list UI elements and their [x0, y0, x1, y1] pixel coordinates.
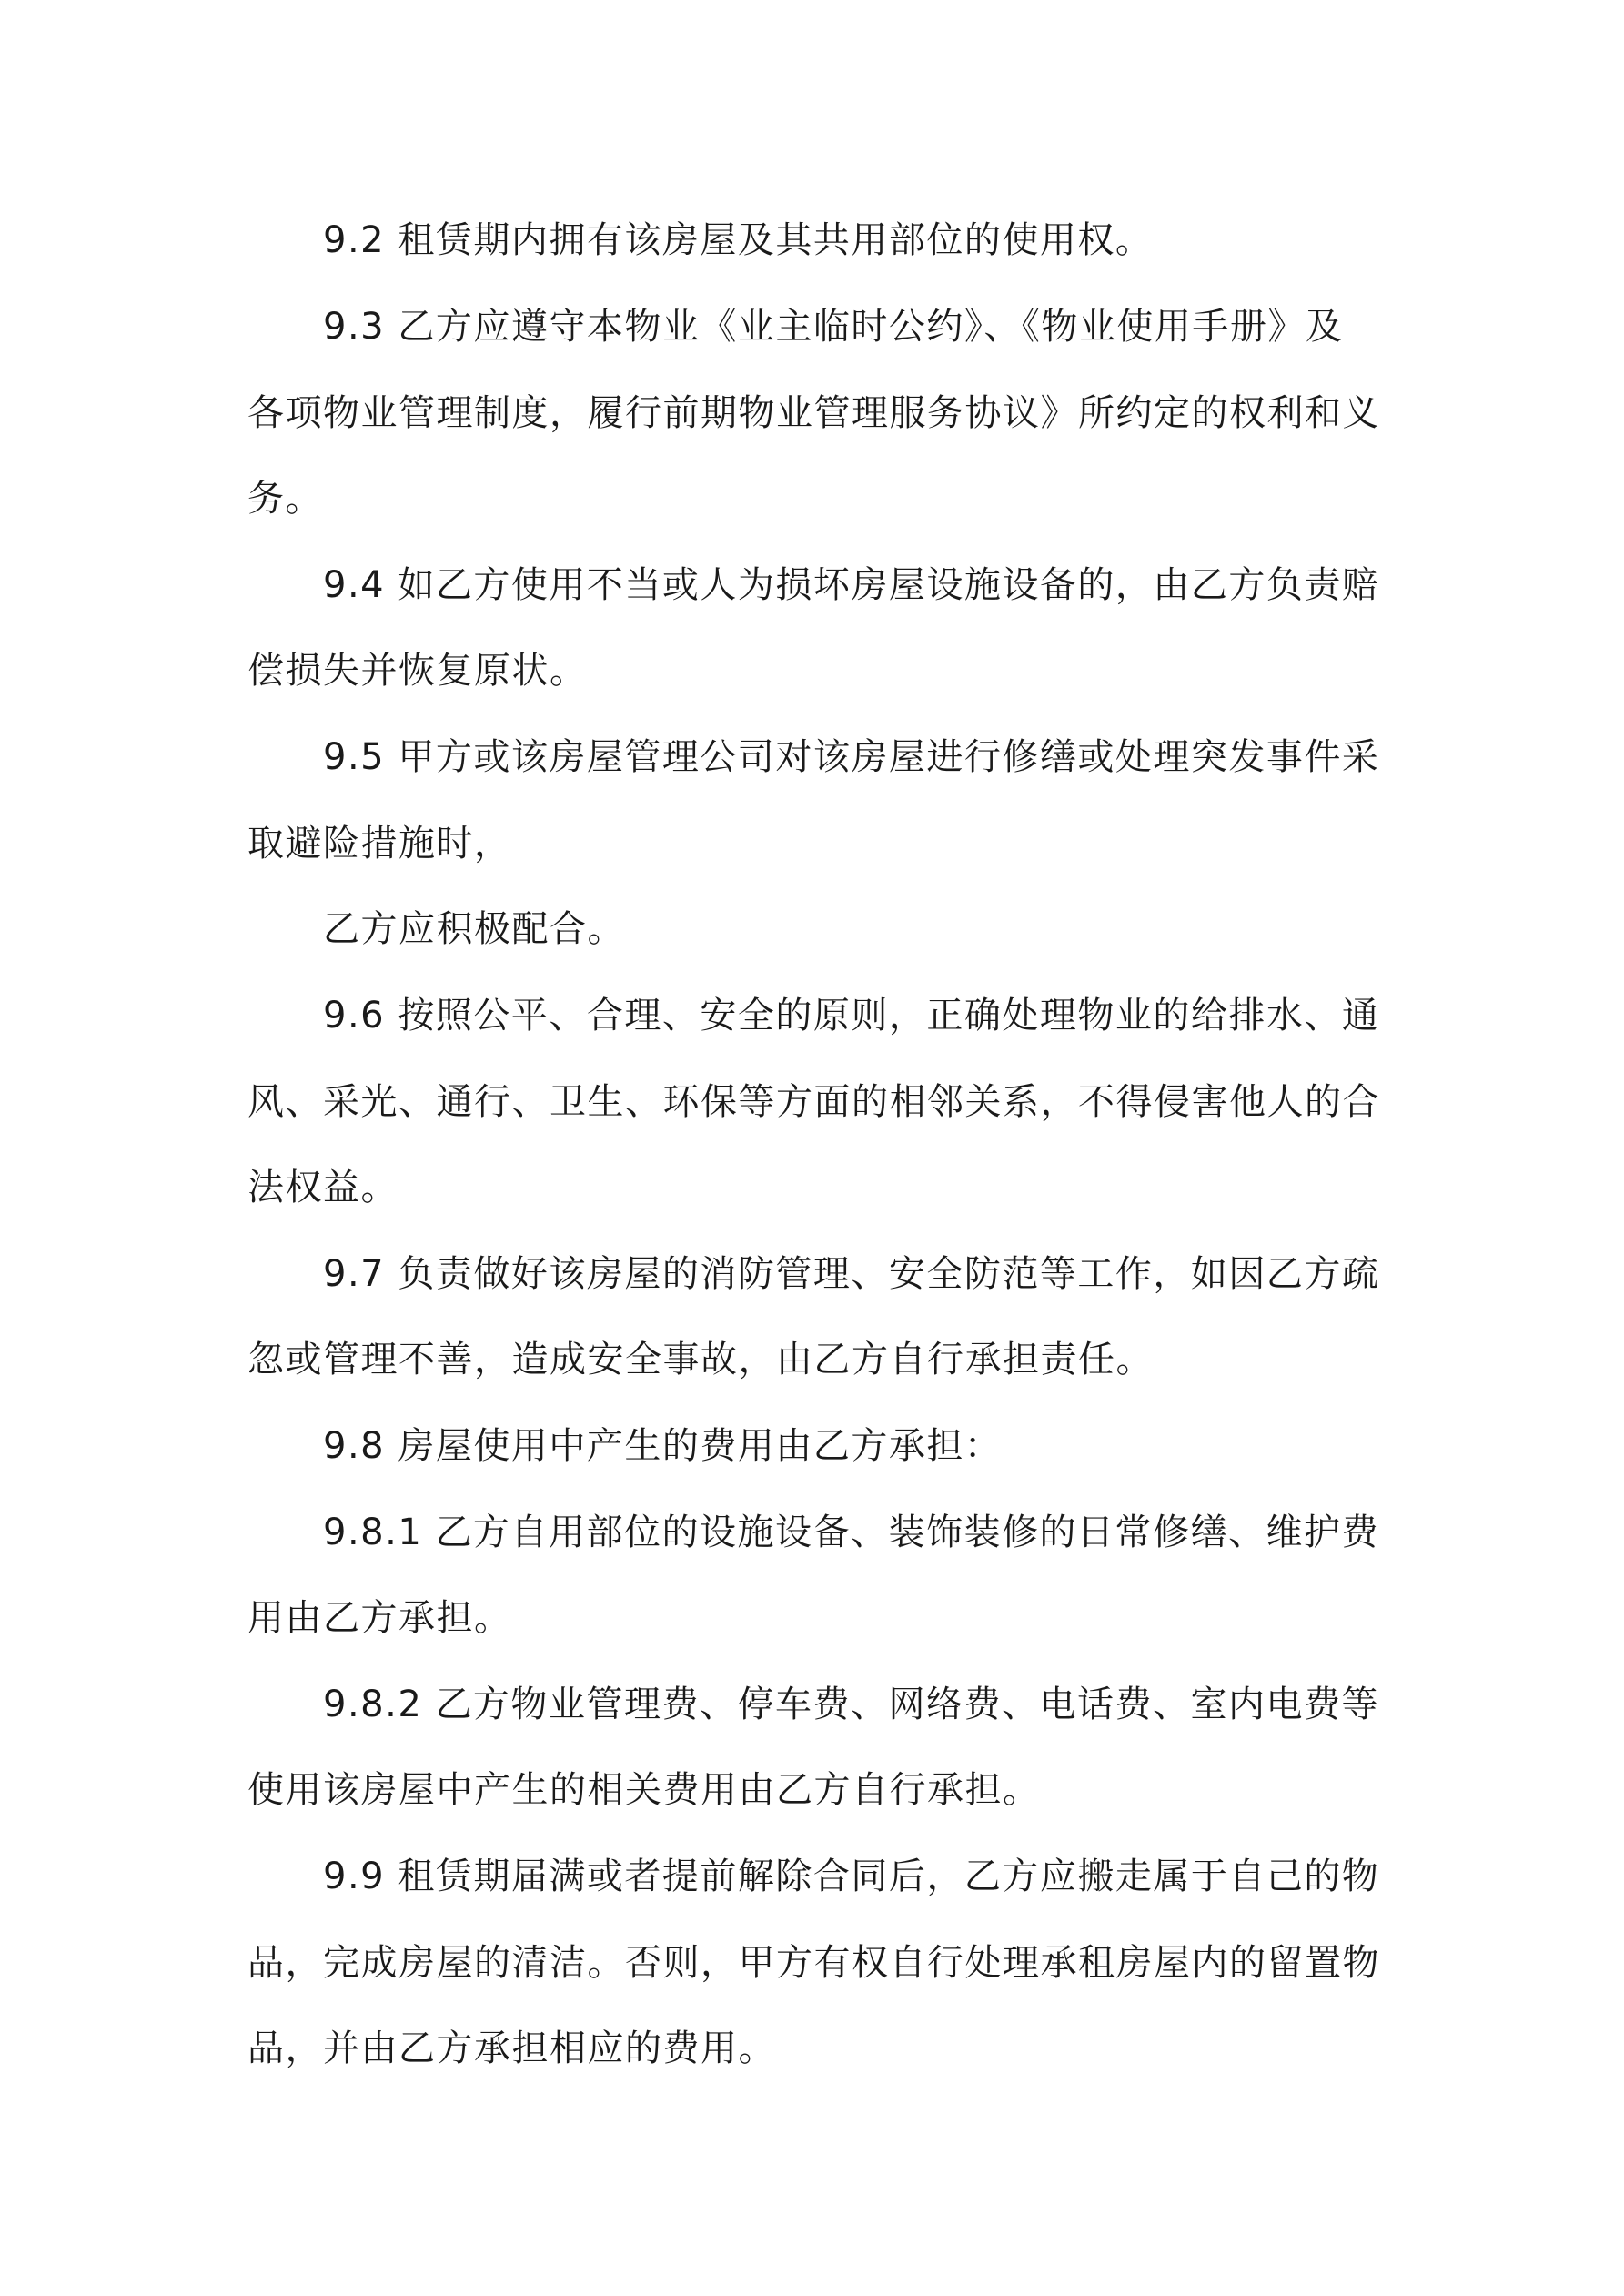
clause-9-3-line-1: 9.3 乙方应遵守本物业《业主临时公约》、《物业使用手册》及	[323, 306, 1344, 348]
clause-9-8-2-line-1: 9.8.2 乙方物业管理费、停车费、网络费、电话费、室内电费等	[323, 1684, 1379, 1725]
clause-9-8-1-line-2: 用由乙方承担。	[247, 1597, 512, 1639]
clause-9-9-line-3: 品，并由乙方承担相应的费用。	[247, 2028, 776, 2069]
clause-9-8-1-line-1: 9.8.1 乙方自用部位的设施设备、装饰装修的日常修缮、维护费	[323, 1512, 1379, 1553]
clause-9-5-line-1: 9.5 甲方或该房屋管理公司对该房屋进行修缮或处理突发事件采	[323, 736, 1380, 778]
clause-9-8-line-1: 9.8 房屋使用中产生的费用由乙方承担：	[323, 1425, 1003, 1467]
clause-9-2-line-1: 9.2 租赁期内拥有该房屋及其共用部位的使用权。	[323, 219, 1154, 261]
clause-9-9-line-1: 9.9 租赁期届满或者提前解除合同后，乙方应搬走属于自己的物	[323, 1856, 1380, 1897]
clause-9-7-line-1: 9.7 负责做好该房屋的消防管理、安全防范等工作，如因乙方疏	[323, 1253, 1380, 1295]
clause-9-7-line-2: 忽或管理不善，造成安全事故，由乙方自行承担责任。	[247, 1339, 1154, 1381]
clause-9-6-line-1: 9.6 按照公平、合理、安全的原则，正确处理物业的给排水、通	[323, 995, 1380, 1037]
clause-9-3-line-3: 务。	[247, 478, 323, 520]
clause-9-4-line-1: 9.4 如乙方使用不当或人为损坏房屋设施设备的，由乙方负责赔	[323, 564, 1380, 606]
clause-9-4-line-2: 偿损失并恢复原状。	[247, 650, 588, 692]
clause-9-3-line-2: 各项物业管理制度，履行前期物业管理服务协议》所约定的权利和义	[247, 392, 1380, 434]
clause-9-9-line-2: 品，完成房屋的清洁。否则，甲方有权自行处理承租房屋内的留置物	[247, 1942, 1380, 1984]
clause-9-5-line-3: 乙方应积极配合。	[323, 908, 625, 950]
clause-9-6-line-3: 法权益。	[247, 1167, 398, 1209]
clause-9-5-line-2: 取避险措施时，	[247, 823, 512, 865]
clause-9-6-line-2: 风、采光、通行、卫生、环保等方面的相邻关系，不得侵害他人的合	[247, 1081, 1380, 1123]
clause-9-8-2-line-2: 使用该房屋中产生的相关费用由乙方自行承担。	[247, 1769, 1041, 1811]
